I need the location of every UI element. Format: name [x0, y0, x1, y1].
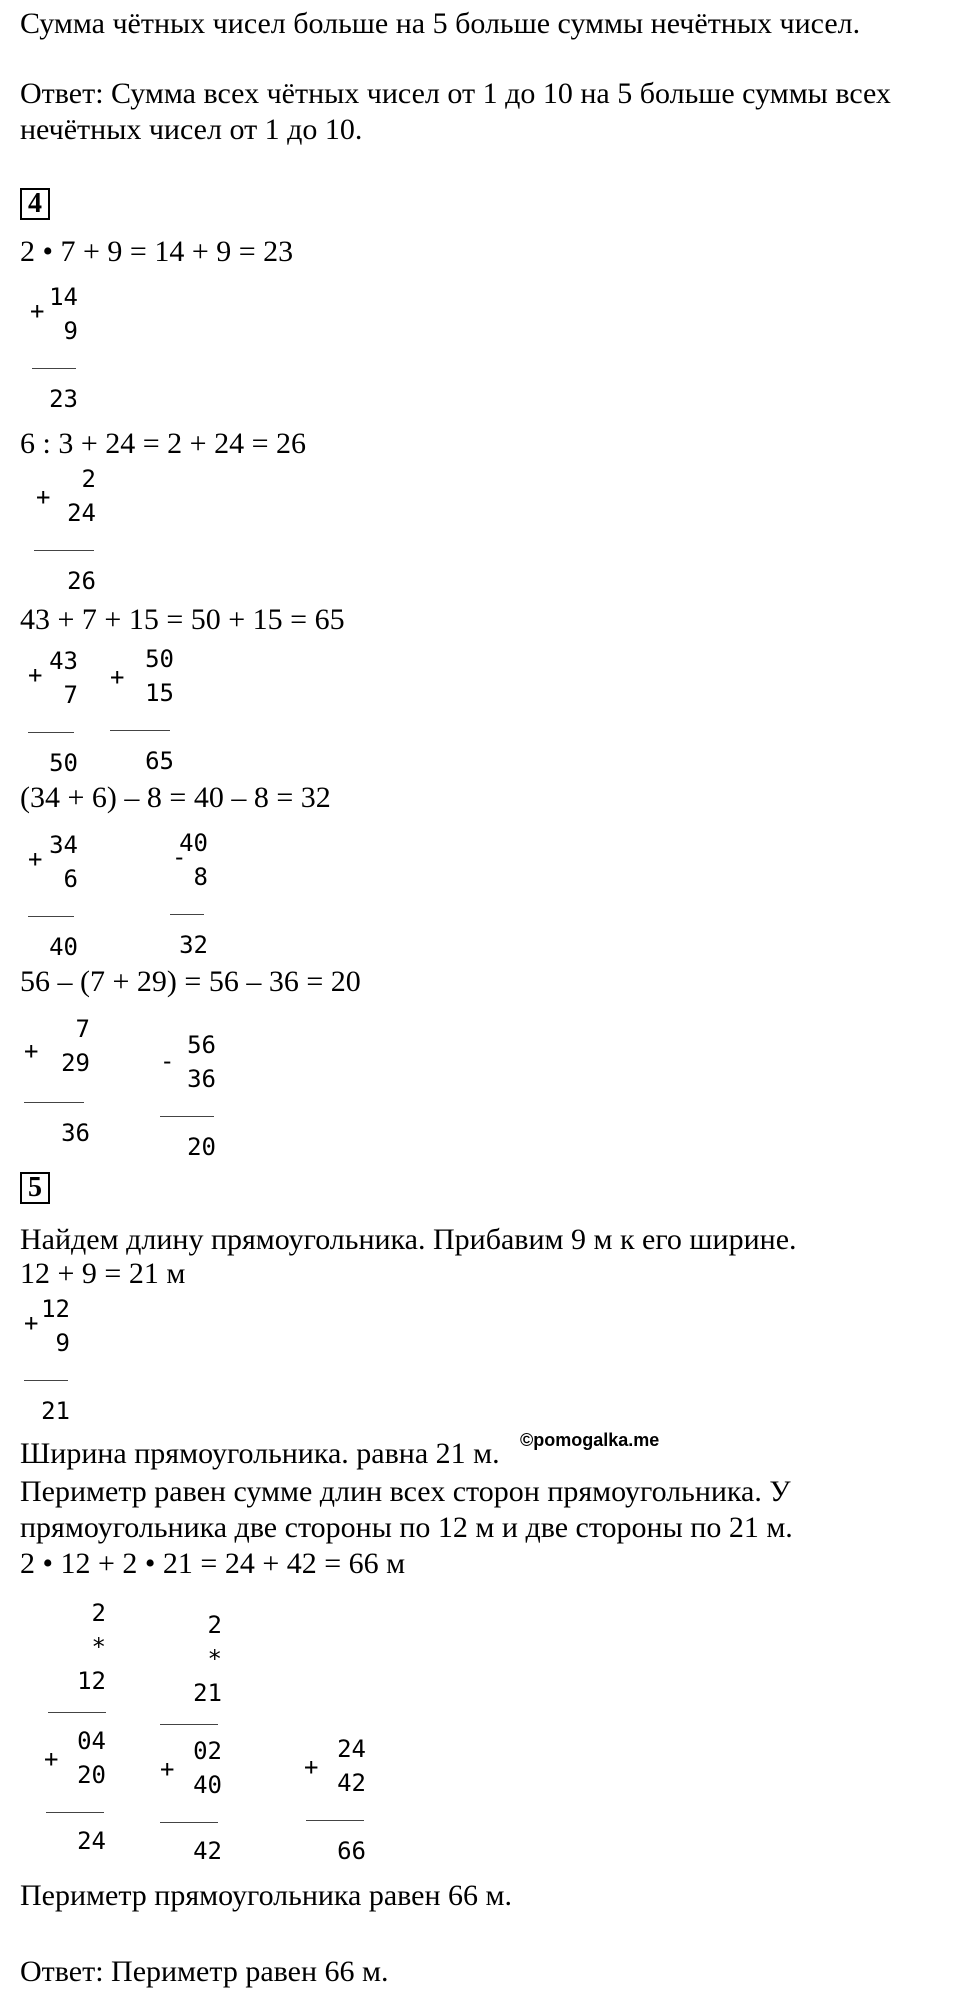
task4-equation-3: 43 + 7 + 15 = 50 + 15 = 65	[20, 603, 345, 636]
column-operand-1: 02	[193, 1737, 222, 1765]
column-operand-2: 9	[55, 1329, 70, 1357]
column-operand-1: 24	[337, 1735, 366, 1763]
column-result: 42	[193, 1837, 222, 1865]
column-result: 23	[49, 385, 78, 413]
task5-mult-column-2	[156, 1610, 236, 1730]
column-line	[34, 550, 94, 551]
task4-column-2	[32, 464, 102, 594]
column-operand-1: 34	[49, 831, 78, 859]
column-operator: -	[172, 843, 187, 871]
column-operand-1: 56	[187, 1031, 216, 1059]
task5-width-line: Ширина прямоугольника. равна 21 м.	[20, 1437, 500, 1470]
column-operand-1: 43	[49, 647, 78, 675]
column-line	[28, 916, 74, 917]
task4-column-4a	[28, 830, 88, 960]
intro-statement: Сумма чётных чисел больше на 5 больше суммы нечётных чисел.	[20, 7, 861, 40]
column-operator: *	[91, 1633, 106, 1661]
column-line	[110, 730, 170, 731]
task5-sum-column-1	[40, 1726, 120, 1856]
task4-equation-5: 56 – (7 + 29) = 56 – 36 = 20	[20, 965, 361, 998]
column-operand-1: 40	[179, 829, 208, 857]
column-result: 66	[337, 1837, 366, 1865]
column-operator: +	[160, 1755, 175, 1783]
column-line	[48, 1712, 106, 1713]
column-operand-2: 8	[193, 863, 208, 891]
task5-result-line: Периметр прямоугольника равен 66 м.	[20, 1879, 513, 1912]
column-operand-2: 40	[193, 1771, 222, 1799]
task5-answer-line: Ответ: Периметр равен 66 м.	[20, 1955, 389, 1988]
task5-line-2: 12 + 9 = 21 м	[20, 1257, 186, 1290]
column-operand-1: 2	[91, 1599, 106, 1627]
column-operator: +	[24, 1309, 39, 1337]
column-operand-2: 36	[187, 1065, 216, 1093]
column-operand-2: 24	[67, 499, 96, 527]
task5-mult-column-1	[40, 1598, 120, 1718]
column-operand-2: 7	[63, 681, 78, 709]
column-operator: +	[44, 1745, 59, 1773]
column-operand-2: 9	[63, 317, 78, 345]
column-operand-2: 15	[145, 679, 174, 707]
column-operator: +	[30, 297, 45, 325]
column-operand-1: 2	[207, 1611, 222, 1639]
task4-column-3b	[110, 644, 180, 774]
column-operand-1: 7	[75, 1015, 90, 1043]
column-result: 50	[49, 749, 78, 777]
column-line	[306, 1820, 364, 1821]
column-line	[46, 1812, 104, 1813]
column-line	[160, 1724, 218, 1725]
task5-number-box: 5	[20, 1172, 50, 1204]
task4-column-5a	[24, 1014, 104, 1147]
task4-number-box: 4	[20, 188, 50, 220]
column-line	[170, 914, 204, 915]
column-line	[28, 732, 74, 733]
column-operand-1: 50	[145, 645, 174, 673]
column-result: 32	[179, 931, 208, 959]
column-line	[24, 1102, 84, 1103]
column-operator: +	[110, 663, 125, 691]
column-line	[24, 1380, 68, 1381]
task5-line-1: Найдем длину прямоугольника. Прибавим 9 м к его ширине.	[20, 1223, 797, 1256]
column-result: 20	[187, 1133, 216, 1161]
column-result: 26	[67, 567, 96, 595]
column-operator: +	[28, 661, 43, 689]
column-line	[160, 1822, 218, 1823]
column-operator: +	[24, 1037, 39, 1065]
column-operand-2: 42	[337, 1769, 366, 1797]
task4-equation-1: 2 • 7 + 9 = 14 + 9 = 23	[20, 235, 294, 268]
column-operand-1: 14	[49, 283, 78, 311]
column-result: 40	[49, 933, 78, 961]
intro-answer-line2: нечётных чисел от 1 до 10.	[20, 113, 363, 146]
column-line	[32, 368, 76, 369]
column-operator: +	[28, 845, 43, 873]
column-operand-2: 6	[63, 865, 78, 893]
column-operator: +	[304, 1753, 319, 1781]
task4-column-5b	[160, 1030, 230, 1160]
column-operand-1: 12	[41, 1295, 70, 1323]
column-result: 24	[77, 1827, 106, 1855]
column-operator: +	[36, 483, 51, 511]
intro-answer-line1: Ответ: Сумма всех чётных чисел от 1 до 10 на 5 больше суммы всех	[20, 77, 891, 110]
column-result: 65	[145, 747, 174, 775]
task5-sum-column-2	[156, 1736, 236, 1866]
column-operator: -	[160, 1047, 175, 1075]
column-result: 36	[61, 1119, 90, 1147]
column-operand-1: 04	[77, 1727, 106, 1755]
column-operand-2: 29	[61, 1049, 90, 1077]
task4-column-1	[30, 282, 90, 412]
task4-equation-2: 6 : 3 + 24 = 2 + 24 = 26	[20, 427, 307, 460]
column-operand-1: 2	[81, 465, 96, 493]
column-operand-2: 20	[77, 1761, 106, 1789]
task5-perimeter-equation: 2 • 12 + 2 • 21 = 24 + 42 = 66 м	[20, 1547, 406, 1580]
task5-sum-column-3	[300, 1734, 380, 1864]
column-operator: *	[207, 1645, 222, 1673]
watermark: ©pomogalka.me	[520, 1430, 660, 1450]
column-result: 21	[41, 1397, 70, 1425]
column-operand-2: 21	[193, 1679, 222, 1707]
task5-perimeter-line-2: прямоугольника две стороны по 12 м и две стороны по 21 м.	[20, 1511, 793, 1544]
task5-column-1	[24, 1294, 84, 1424]
task4-equation-4: (34 + 6) – 8 = 40 – 8 = 32	[20, 781, 331, 814]
task4-column-4b	[170, 828, 230, 958]
task5-perimeter-line-1: Периметр равен сумме длин всех сторон прямоугольника. У	[20, 1475, 791, 1508]
column-operand-2: 12	[77, 1667, 106, 1695]
column-line	[160, 1116, 214, 1117]
task4-column-3a	[28, 646, 88, 776]
